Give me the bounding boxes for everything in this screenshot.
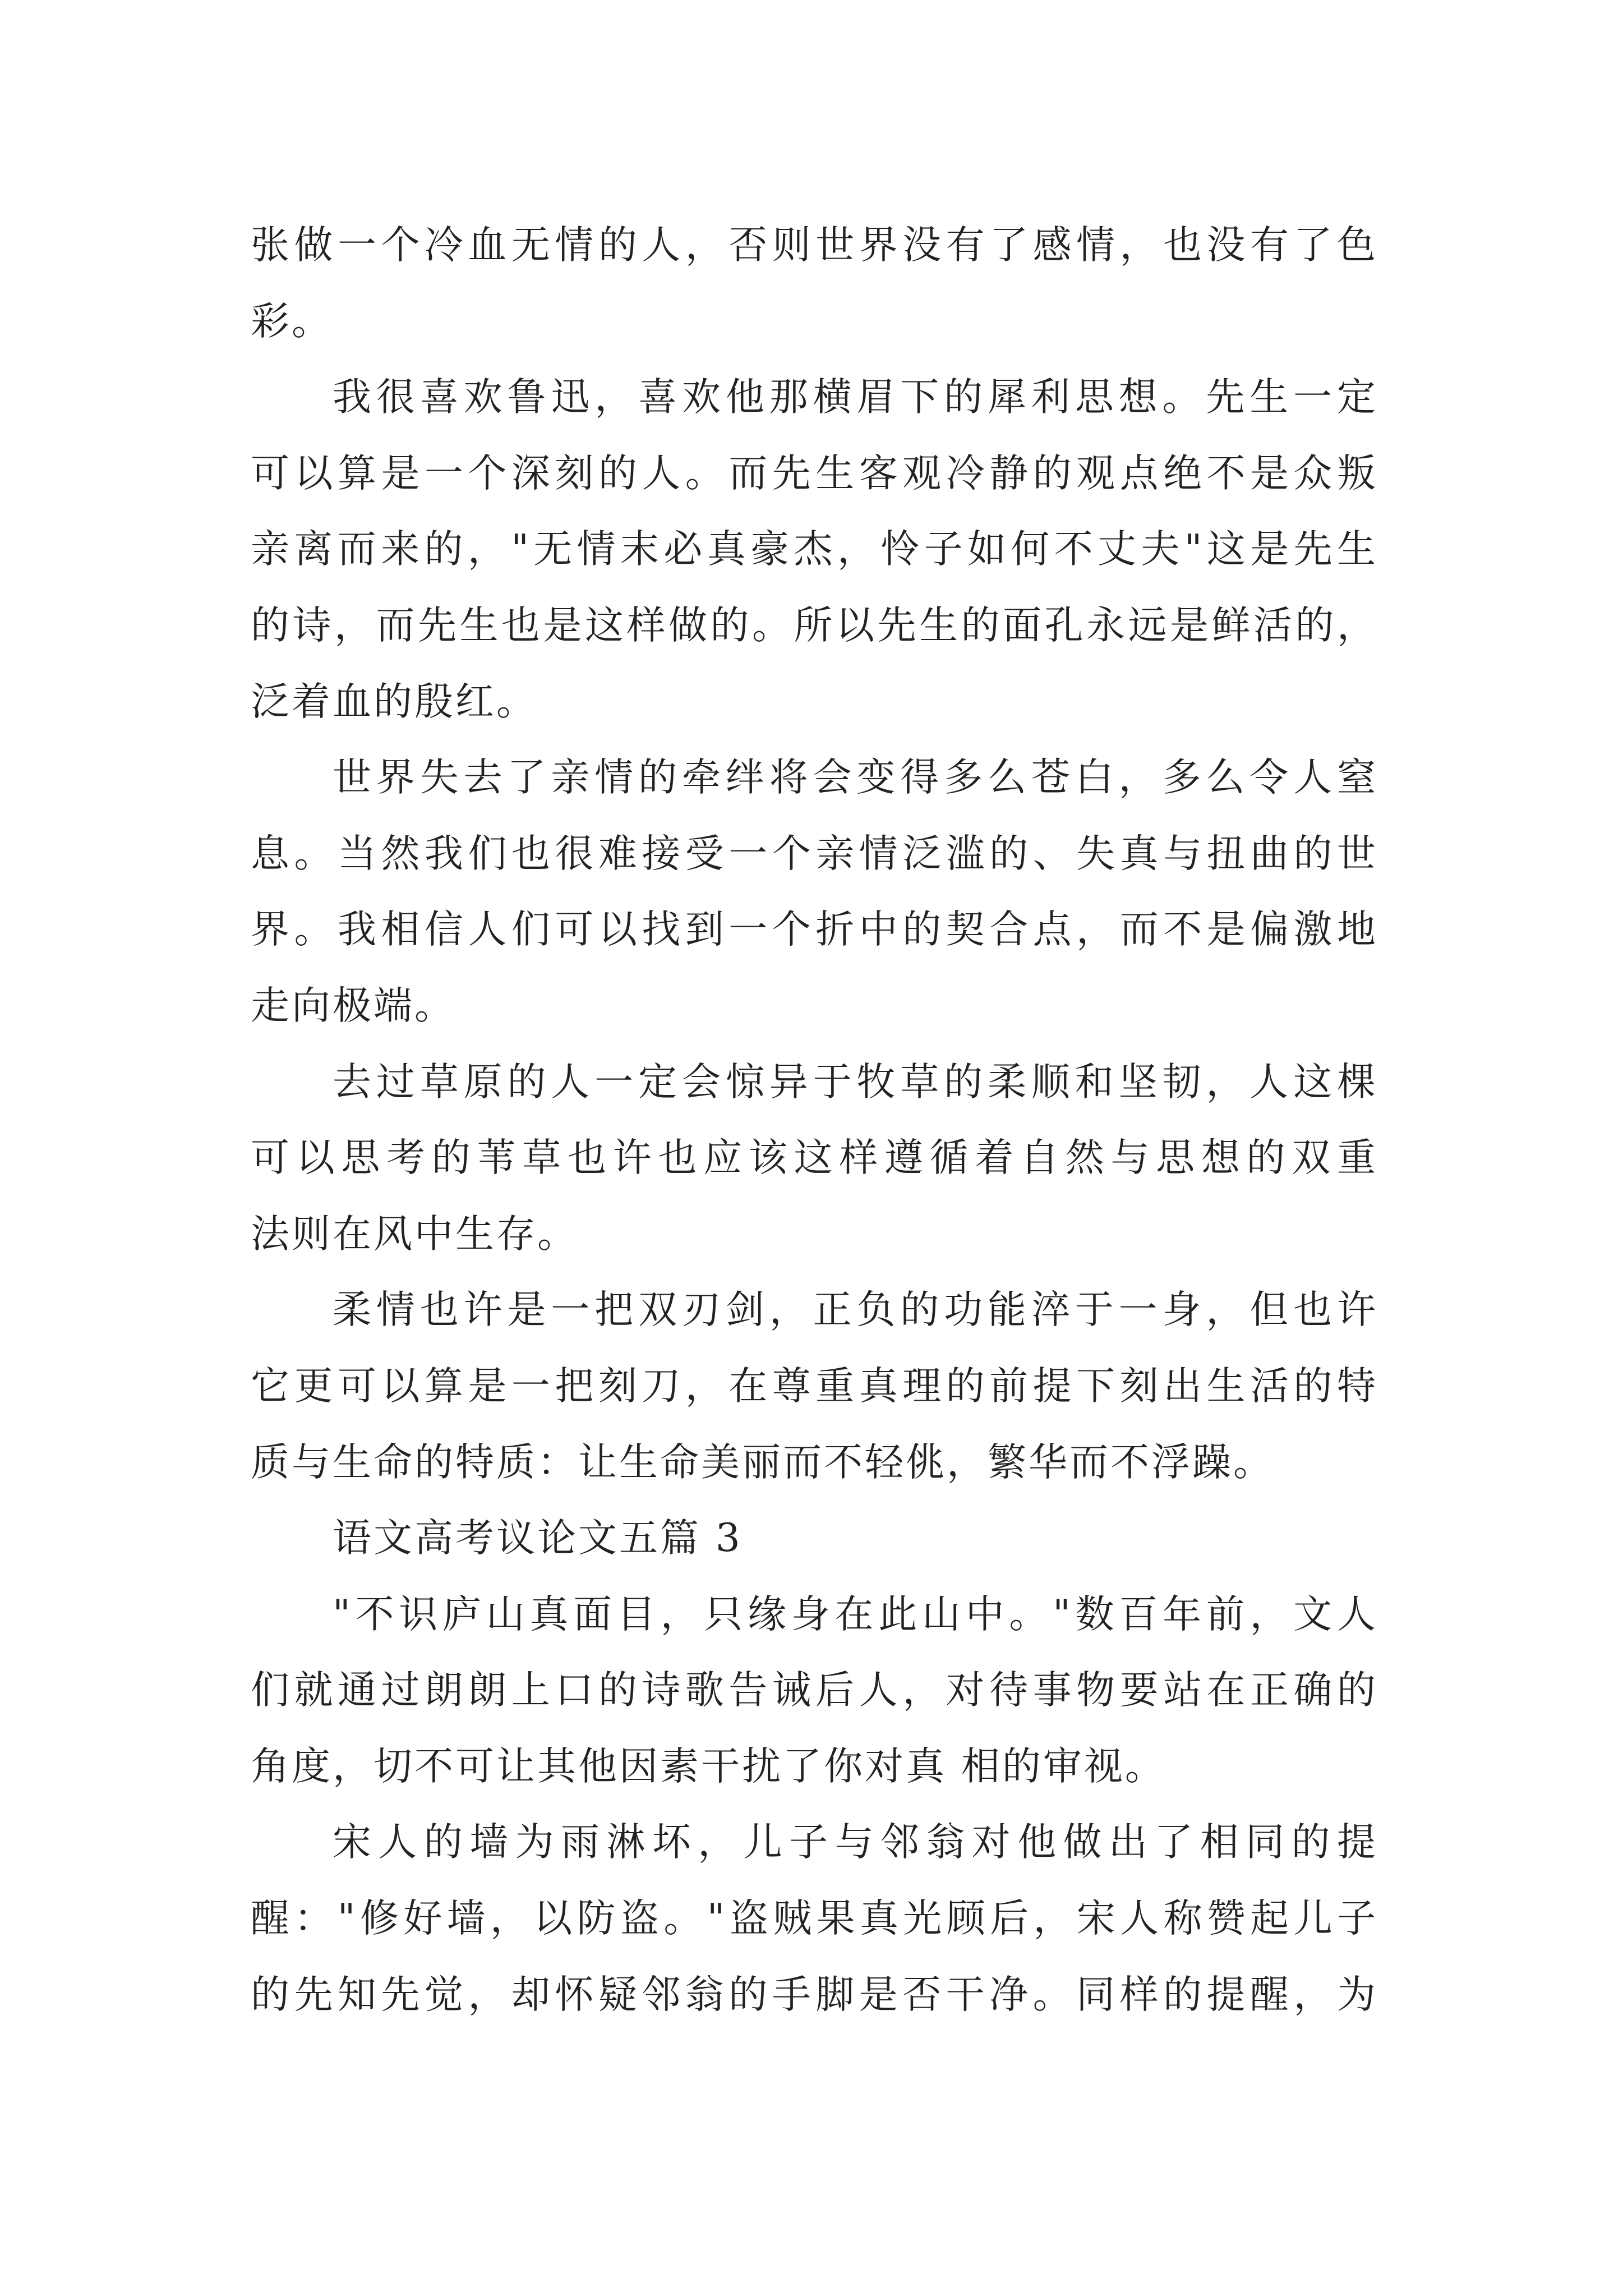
text-line: 息。当然我们也很难接受一个亲情泛滥的、失真与扭曲的世 [251,831,1378,876]
text-line: 法则在风中生存。 [251,1211,578,1257]
text-line: 张做一个冷血无情的人，否则世界没有了感情，也没有了色 [251,223,1378,268]
text-line: 彩。 [251,298,333,344]
text-line: 我很喜欢鲁迅，喜欢他那横眉下的犀利思想。先生一定 [333,375,1378,420]
text-line: 可以思考的苇草也许也应该这样遵循着自然与思想的双重 [251,1135,1378,1181]
section-heading: 语文高考议论文五篇 3 [333,1516,743,1561]
text-line: 去过草原的人一定会惊异于牧草的柔顺和坚韧，人这棵 [333,1059,1378,1105]
text-line: 的诗，而先生也是这样做的。所以先生的面孔永远是鲜活的， [251,602,1378,648]
text-line: 可以算是一个深刻的人。而先生客观冷静的观点绝不是众叛 [251,450,1378,496]
text-line: 世界失去了亲情的牵绊将会变得多么苍白，多么令人窒 [333,755,1378,800]
text-line: 走向极端。 [251,983,455,1028]
text-line: 界。我相信人们可以找到一个折中的契合点，而不是偏激地 [251,907,1378,953]
text-line: 宋人的墙为雨淋坏，儿子与邻翁对他做出了相同的提 [333,1820,1378,1865]
text-line: "不识庐山真面目，只缘身在此山中。"数百年前，文人 [333,1591,1378,1637]
text-line: 醒："修好墙，以防盗。"盗贼果真光顾后，宋人称赞起儿子 [251,1896,1378,1941]
text-line: 柔情也许是一把双刃剑，正负的功能淬于一身，但也许 [333,1287,1378,1333]
text-line: 亲离而来的，"无情末必真豪杰，怜子如何不丈夫"这是先生 [251,527,1378,572]
text-line: 们就通过朗朗上口的诗歌告诫后人，对待事物要站在正确的 [251,1668,1378,1713]
text-line: 泛着血的殷红。 [251,679,537,724]
body-text [251,208,1378,2033]
text-line: 它更可以算是一把刻刀，在尊重真理的前提下刻出生活的特 [251,1363,1378,1409]
text-line: 的先知先觉，却怀疑邻翁的手脚是否干净。同样的提醒，为 [251,1972,1378,2017]
text-line: 质与生命的特质：让生命美丽而不轻佻，繁华而不浮躁。 [251,1439,1274,1485]
text-line: 角度，切不可让其他因素干扰了你对真 相的审视。 [251,1743,1166,1789]
